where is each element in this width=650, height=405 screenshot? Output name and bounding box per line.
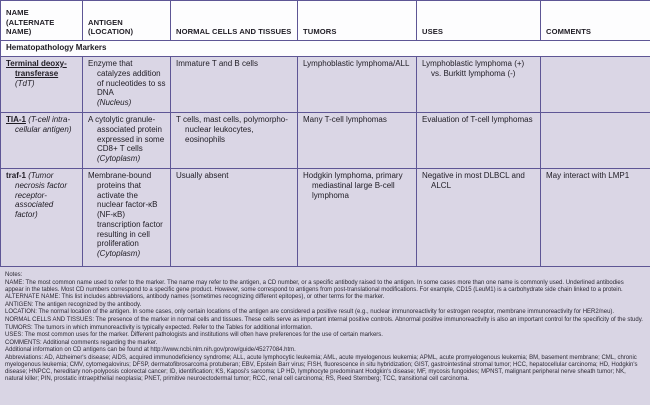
- col-header-tumors: TUMORS: [298, 1, 417, 41]
- cell-normal-cells: Immature T and B cells: [171, 57, 298, 113]
- note-location: LOCATION: The normal location of the antigen. In some cases, only certain locations of the antigen are considered a positive result (e.g., nuclear immunoreactivity for estrogen receptor, membrane immunoreactivity for HER2/neu).: [5, 309, 615, 316]
- antigen-location: (Cytoplasm): [97, 154, 141, 163]
- marker-name: traf-1: [6, 171, 27, 180]
- marker-alt-name: (T-cell intra-cellular antigen): [15, 115, 72, 134]
- cell-tumors: Many T-cell lymphomas: [298, 113, 417, 169]
- cell-uses: Lymphoblastic lymphoma (+) vs. Burkitt lymphoma (-): [417, 57, 541, 113]
- cell-name: [1, 169, 83, 267]
- cell-antigen: [83, 113, 171, 169]
- table-row: [1, 169, 650, 267]
- cell-comments: May interact with LMP1: [541, 169, 650, 267]
- table-row: [1, 57, 650, 113]
- note-name: NAME: The most common name used to refer to the marker. The name may refer to the antigen, a CD number, or a specific antibody raised to the antigen. In some cases more than one name is commonly used. Underlined antibodies appear in the tables. Most CD numbers correspond to a specific gene product. However, some correspond to antigens from post-translational modifications. For example, CD15 (LeuM1) is a carbohydrate side chain linked to a protein.: [5, 279, 624, 293]
- antigen-text: Membrane-bound proteins that activate the nuclear factor-κB (NF-κB) transcription factor resulting in cell proliferation: [88, 171, 163, 249]
- marker-alt-name: (TdT): [15, 78, 35, 88]
- table-row: [1, 113, 650, 169]
- col-header-normal-cells: NORMAL CELLS AND TISSUES: [171, 1, 298, 41]
- section-header-row: [1, 41, 650, 57]
- cell-antigen: [83, 57, 171, 113]
- cell-normal-cells: T cells, mast cells, polymorpho-nuclear leukocytes, eosinophils: [171, 113, 298, 169]
- note-comments: COMMENTS: Additional comments regarding the marker.: [5, 339, 158, 346]
- marker-alt-name: (Tumor necrosis factor receptor-associated factor): [15, 171, 68, 219]
- cell-tumors: Hodgkin lymphoma, primary mediastinal large B-cell lymphoma: [298, 169, 417, 267]
- marker-name: TIA-1: [6, 115, 26, 124]
- antigen-text: Enzyme that catalyzes addition of nucleotides to ss DNA: [88, 59, 166, 98]
- cell-uses: Evaluation of T-cell lymphomas: [417, 113, 541, 169]
- note-alternate-name: ALTERNATE NAME: This list includes abbreviations, antibody names (sometimes recognizing different epitopes), or other terms for the marker.: [5, 294, 385, 301]
- note-antigen: ANTIGEN: The antigen recognized by the antibody.: [5, 301, 142, 308]
- note-cd-antigens-url: Additional information on CD antigens can be found at http://www.ncbi.nlm.nih.gov/prow/guide/45277084.htm.: [5, 347, 296, 354]
- notes-section: [0, 267, 650, 383]
- cell-normal-cells: Usually absent: [171, 169, 298, 267]
- col-header-comments: COMMENTS: [541, 1, 650, 41]
- notes-title: Notes:: [5, 272, 23, 278]
- note-abbreviations: Abbreviations: AD, Alzheimer's disease; AIDS, acquired immunodeficiency syndrome; ALL, acute lymphocytic leukemia; AML, acute myelogenous leukemia; APML, acute promyelogenous leukemia; BM, basement membrane; CML, chronic myelogenous leukemia; CMV, cytomegalovirus; DFSP, dermatofibrosarcoma protuberan; EBV, Epstein Barr virus; FISH, fluorescence in situ hybridization; GIST, gastrointestinal stromal tumor; HCC, hepatocellular carcinoma; HD, Hodgkin's disease; HNPCC, hereditary non-polyposis colorectal cancer; ID, identification; KS, Kaposi's sarcoma; LP HD, lymphocyte predominant Hodgkin's disease; MF, mycosis fungoides; MPNST, malignant peripheral nerve sheath tumor; NK, natural killer; PIN, prostatic intraepithelial neoplasia; PNET, primitive neuroectodermal tumor; RCC, renal cell carcinoma; RS, Reed Sternberg; TCC, transitional cell carcinoma.: [5, 354, 638, 383]
- marker-name: Terminal deoxy-transferase: [6, 59, 67, 78]
- cell-comments: [541, 113, 650, 169]
- cell-tumors: Lymphoblastic lymphoma/ALL: [298, 57, 417, 113]
- table-header-row: [1, 1, 650, 41]
- cell-comments: [541, 57, 650, 113]
- col-header-uses: USES: [417, 1, 541, 41]
- cell-name: [1, 113, 83, 169]
- cell-name: [1, 57, 83, 113]
- note-uses: USES: The most common uses for the marker. Different pathologists and institutions will often have preferences for the use of certain markers.: [5, 332, 383, 339]
- antigen-location: (Cytoplasm): [97, 249, 141, 258]
- cell-antigen: [83, 169, 171, 267]
- col-header-antigen: ANTIGEN (LOCATION): [83, 1, 171, 41]
- section-title: Hematopathology Markers: [1, 41, 650, 57]
- note-tumors: TUMORS: The tumors in which immunoreactivity is typically expected. Refer to the Tables for additional information.: [5, 324, 313, 331]
- note-normal-cells: NORMAL CELLS AND TISSUES: The presence of the marker in normal cells and tissues. These cells serve as important internal positive controls. Abnormal positive immunoreactivity is also an important control for the specificity of the study.: [5, 316, 643, 323]
- antigen-text: A cytolytic granule-associated protein expressed in some CD8+ T cells: [88, 115, 165, 154]
- col-header-name: NAME (ALTERNATE NAME): [1, 1, 83, 41]
- antigen-location: (Nucleus): [97, 98, 132, 107]
- cell-uses: Negative in most DLBCL and ALCL: [417, 169, 541, 267]
